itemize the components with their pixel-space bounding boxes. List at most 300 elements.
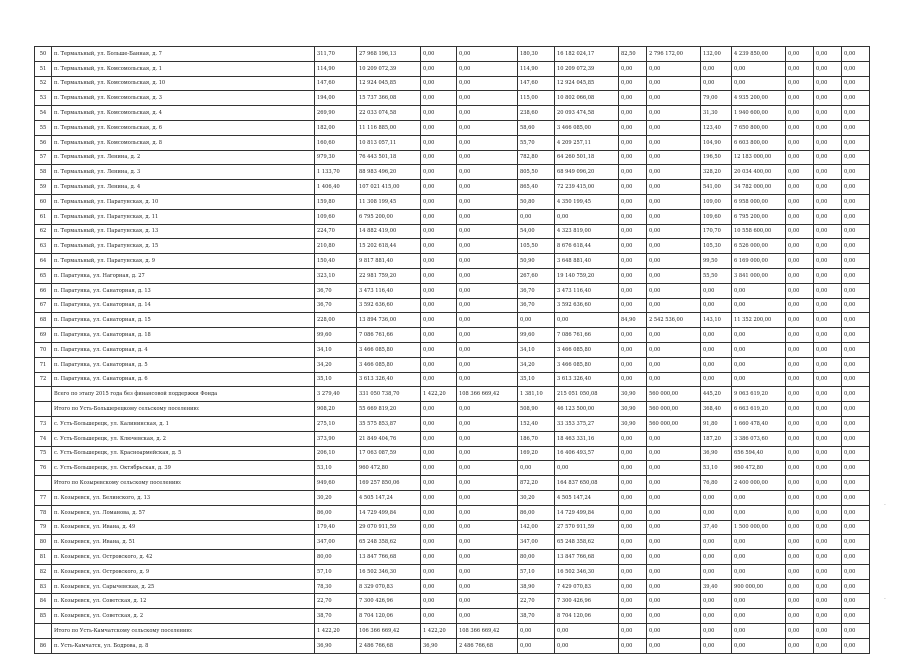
value-cell: 368,40 xyxy=(701,402,732,417)
value-cell: 0,00 xyxy=(457,357,518,372)
value-cell: 15 202 618,44 xyxy=(357,239,421,254)
value-cell: 0,00 xyxy=(457,224,518,239)
table-row xyxy=(35,194,870,209)
value-cell: 109,60 xyxy=(701,209,732,224)
address-cell: п. Термальный, ул. Комсомольская, д. 4 xyxy=(52,106,315,121)
value-cell: 210,80 xyxy=(315,239,357,254)
value-cell: 34,10 xyxy=(315,342,357,357)
table-row xyxy=(35,550,870,565)
value-cell: 0,00 xyxy=(786,505,814,520)
value-cell: 0,00 xyxy=(786,76,814,91)
value-cell: 0,00 xyxy=(421,594,457,609)
table-row xyxy=(35,520,870,535)
value-cell: 78,30 xyxy=(315,579,357,594)
value-cell: 0,00 xyxy=(786,283,814,298)
value-cell: 0,00 xyxy=(421,180,457,195)
value-cell: 1 422,20 xyxy=(421,387,457,402)
value-cell: 0,00 xyxy=(457,579,518,594)
subtotal-label-cell: Всего по этапу 2015 года без финансовой поддержки Фонда xyxy=(52,387,315,402)
value-cell: 275,10 xyxy=(315,416,357,431)
value-cell: 35,10 xyxy=(315,372,357,387)
value-cell: 0,00 xyxy=(619,76,647,91)
value-cell: 0,00 xyxy=(786,47,814,62)
value-cell: 4 209 257,11 xyxy=(555,135,619,150)
value-cell: 0,00 xyxy=(814,268,842,283)
value-cell: 36,70 xyxy=(518,283,555,298)
value-cell: 0,00 xyxy=(647,609,701,624)
value-cell: 0,00 xyxy=(842,416,870,431)
value-cell: 27 968 196,13 xyxy=(357,47,421,62)
value-cell: 0,00 xyxy=(647,106,701,121)
value-cell: 3 592 636,60 xyxy=(357,298,421,313)
value-cell: 10 209 072,39 xyxy=(357,61,421,76)
value-cell: 0,00 xyxy=(421,76,457,91)
value-cell: 0,00 xyxy=(619,165,647,180)
value-cell: 54,00 xyxy=(518,224,555,239)
value-cell: 0,00 xyxy=(786,328,814,343)
value-cell: 0,00 xyxy=(842,328,870,343)
value-cell: 0,00 xyxy=(555,313,619,328)
value-cell: 30,20 xyxy=(315,490,357,505)
value-cell: 0,00 xyxy=(814,120,842,135)
value-cell: 0,00 xyxy=(732,357,786,372)
row-number-cell: 73 xyxy=(35,416,52,431)
value-cell: 0,00 xyxy=(842,564,870,579)
value-cell: 16 406 493,57 xyxy=(555,446,619,461)
value-cell: 0,00 xyxy=(421,106,457,121)
value-cell: 0,00 xyxy=(786,180,814,195)
value-cell: 0,00 xyxy=(421,490,457,505)
value-cell: 0,00 xyxy=(701,328,732,343)
value-cell: 0,00 xyxy=(647,254,701,269)
value-cell: 0,00 xyxy=(842,268,870,283)
value-cell: 0,00 xyxy=(842,298,870,313)
value-cell: 0,00 xyxy=(421,150,457,165)
value-cell: 0,00 xyxy=(786,446,814,461)
value-cell: 3 648 881,40 xyxy=(555,254,619,269)
value-cell: 215 051 050,08 xyxy=(555,387,619,402)
value-cell: 180,30 xyxy=(518,47,555,62)
value-cell: 0,00 xyxy=(842,342,870,357)
value-cell: 0,00 xyxy=(457,239,518,254)
row-number-cell: 66 xyxy=(35,283,52,298)
value-cell: 0,00 xyxy=(647,91,701,106)
row-number-cell: 51 xyxy=(35,61,52,76)
value-cell: 3 466 085,80 xyxy=(357,342,421,357)
value-cell: 782,80 xyxy=(518,150,555,165)
value-cell: 0,00 xyxy=(732,505,786,520)
row-number-cell: 79 xyxy=(35,520,52,535)
table-row xyxy=(35,372,870,387)
value-cell: 0,00 xyxy=(647,194,701,209)
value-cell: 0,00 xyxy=(786,594,814,609)
value-cell: 4 505 147,24 xyxy=(555,490,619,505)
value-cell: 0,00 xyxy=(647,476,701,491)
value-cell: 0,00 xyxy=(457,120,518,135)
value-cell: 38,70 xyxy=(518,609,555,624)
value-cell: 0,00 xyxy=(842,224,870,239)
value-cell: 3 473 116,40 xyxy=(555,283,619,298)
value-cell: 99,50 xyxy=(701,254,732,269)
value-cell: 0,00 xyxy=(842,239,870,254)
value-cell: 0,00 xyxy=(814,239,842,254)
table-row xyxy=(35,446,870,461)
value-cell: 152,40 xyxy=(518,416,555,431)
value-cell: 0,00 xyxy=(518,209,555,224)
value-cell: 0,00 xyxy=(647,372,701,387)
value-cell: 36,90 xyxy=(701,446,732,461)
value-cell: 0,00 xyxy=(732,550,786,565)
value-cell: 0,00 xyxy=(814,387,842,402)
value-cell: 541,00 xyxy=(701,180,732,195)
value-cell: 109,60 xyxy=(315,209,357,224)
value-cell: 187,20 xyxy=(701,431,732,446)
value-cell: 0,00 xyxy=(619,135,647,150)
value-cell: 0,00 xyxy=(457,150,518,165)
value-cell: 0,00 xyxy=(786,609,814,624)
value-cell: 0,00 xyxy=(518,624,555,639)
table-row xyxy=(35,594,870,609)
address-cell: п. Паратунка, ул. Санаторная, д. 15 xyxy=(52,313,315,328)
value-cell: 0,00 xyxy=(701,535,732,550)
value-cell: 560 000,00 xyxy=(647,402,701,417)
value-cell: 0,00 xyxy=(619,328,647,343)
value-cell: 99,60 xyxy=(518,328,555,343)
table-row xyxy=(35,47,870,62)
row-number-cell: 61 xyxy=(35,209,52,224)
value-cell: 347,00 xyxy=(518,535,555,550)
value-cell: 0,00 xyxy=(647,550,701,565)
value-cell: 29 070 911,59 xyxy=(357,520,421,535)
row-number-cell: 71 xyxy=(35,357,52,372)
value-cell: 0,00 xyxy=(421,461,457,476)
value-cell: 0,00 xyxy=(842,283,870,298)
value-cell: 9 063 619,20 xyxy=(732,387,786,402)
value-cell: 13 847 766,68 xyxy=(357,550,421,565)
value-cell: 72 239 415,00 xyxy=(555,180,619,195)
value-cell: 0,00 xyxy=(647,165,701,180)
value-cell: 0,00 xyxy=(732,61,786,76)
value-cell: 0,00 xyxy=(647,594,701,609)
value-cell: 30,20 xyxy=(518,490,555,505)
value-cell: 0,00 xyxy=(814,476,842,491)
value-cell: 0,00 xyxy=(619,579,647,594)
value-cell: 196,50 xyxy=(701,150,732,165)
value-cell: 34,20 xyxy=(518,357,555,372)
value-cell: 36,90 xyxy=(315,638,357,653)
value-cell: 2 486 766,68 xyxy=(457,638,518,653)
row-number-cell: 69 xyxy=(35,328,52,343)
address-cell: п. Козыревск, ул. Белинского, д. 13 xyxy=(52,490,315,505)
value-cell: 65 248 358,62 xyxy=(357,535,421,550)
value-cell: 0,00 xyxy=(421,535,457,550)
value-cell: 64 260 501,18 xyxy=(555,150,619,165)
value-cell: 55 669 819,20 xyxy=(357,402,421,417)
subtotal-label-cell: Итого по Усть-Камчатскому сельскому поселению: xyxy=(52,624,315,639)
value-cell: 0,00 xyxy=(647,268,701,283)
address-cell: п. Термальный, ул. Ленина, д. 2 xyxy=(52,150,315,165)
value-cell: 0,00 xyxy=(814,76,842,91)
value-cell: 0,00 xyxy=(814,328,842,343)
value-cell: 0,00 xyxy=(457,402,518,417)
value-cell: 0,00 xyxy=(701,61,732,76)
value-cell: 3 279,40 xyxy=(315,387,357,402)
value-cell: 0,00 xyxy=(786,194,814,209)
value-cell: 0,00 xyxy=(701,505,732,520)
value-cell: 267,60 xyxy=(518,268,555,283)
value-cell: 0,00 xyxy=(786,520,814,535)
value-cell: 6 169 000,00 xyxy=(732,254,786,269)
value-cell: 123,40 xyxy=(701,120,732,135)
subtotal-row xyxy=(35,402,870,417)
value-cell: 0,00 xyxy=(421,520,457,535)
value-cell: 0,00 xyxy=(421,224,457,239)
value-cell: 86,00 xyxy=(518,505,555,520)
value-cell: 11 116 885,00 xyxy=(357,120,421,135)
value-cell: 18 463 331,16 xyxy=(555,431,619,446)
value-cell: 65 248 358,62 xyxy=(555,535,619,550)
value-cell: 142,00 xyxy=(518,520,555,535)
value-cell: 114,90 xyxy=(315,61,357,76)
value-cell: 0,00 xyxy=(619,254,647,269)
table-body xyxy=(35,47,870,654)
row-number-cell xyxy=(35,387,52,402)
value-cell: 30,90 xyxy=(619,402,647,417)
value-cell: 0,00 xyxy=(732,638,786,653)
value-cell: 30,90 xyxy=(619,416,647,431)
value-cell: 0,00 xyxy=(732,594,786,609)
value-cell: 0,00 xyxy=(842,461,870,476)
value-cell: 0,00 xyxy=(786,135,814,150)
value-cell: 0,00 xyxy=(647,180,701,195)
value-cell: 0,00 xyxy=(786,387,814,402)
value-cell: 0,00 xyxy=(647,624,701,639)
value-cell: 1 422,20 xyxy=(421,624,457,639)
value-cell: 13 847 766,68 xyxy=(555,550,619,565)
value-cell: 0,00 xyxy=(786,461,814,476)
row-number-cell: 50 xyxy=(35,47,52,62)
value-cell: 0,00 xyxy=(647,535,701,550)
value-cell: 0,00 xyxy=(457,165,518,180)
value-cell: 9 817 881,40 xyxy=(357,254,421,269)
row-number-cell: 65 xyxy=(35,268,52,283)
value-cell: 0,00 xyxy=(619,609,647,624)
value-cell: 8 704 120,06 xyxy=(555,609,619,624)
value-cell: 0,00 xyxy=(421,268,457,283)
value-cell: 0,00 xyxy=(814,224,842,239)
value-cell: 0,00 xyxy=(814,357,842,372)
value-cell: 0,00 xyxy=(647,283,701,298)
value-cell: 0,00 xyxy=(786,254,814,269)
value-cell: 8 329 070,83 xyxy=(357,579,421,594)
value-cell: 0,00 xyxy=(786,550,814,565)
value-cell: 0,00 xyxy=(786,120,814,135)
scan-speck: · xyxy=(884,502,886,509)
value-cell: 115,00 xyxy=(518,91,555,106)
value-cell: 0,00 xyxy=(457,609,518,624)
value-cell: 0,00 xyxy=(619,268,647,283)
address-cell: п. Термальный, ул. Комсомольская, д. 1 xyxy=(52,61,315,76)
row-number-cell: 81 xyxy=(35,550,52,565)
value-cell: 1 500 000,00 xyxy=(732,520,786,535)
value-cell: 22 981 759,20 xyxy=(357,268,421,283)
value-cell: 38,70 xyxy=(315,609,357,624)
value-cell: 12 924 045,85 xyxy=(357,76,421,91)
value-cell: 311,70 xyxy=(315,47,357,62)
row-number-cell: 59 xyxy=(35,180,52,195)
value-cell: 0,00 xyxy=(619,283,647,298)
value-cell: 0,00 xyxy=(814,372,842,387)
value-cell: 3 613 326,40 xyxy=(555,372,619,387)
address-cell: п. Паратунка, ул. Санаторная, д. 5 xyxy=(52,357,315,372)
value-cell: 0,00 xyxy=(619,550,647,565)
value-cell: 0,00 xyxy=(555,624,619,639)
value-cell: 3 613 326,40 xyxy=(357,372,421,387)
value-cell: 7 086 761,66 xyxy=(357,328,421,343)
value-cell: 0,00 xyxy=(619,594,647,609)
value-cell: 34 782 000,00 xyxy=(732,180,786,195)
value-cell: 0,00 xyxy=(421,579,457,594)
address-cell: п. Паратунка, ул. Санаторная, д. 18 xyxy=(52,328,315,343)
address-cell: п. Термальный, ул. Больше-Банная, д. 7 xyxy=(52,47,315,62)
value-cell: 0,00 xyxy=(842,431,870,446)
value-cell: 0,00 xyxy=(814,47,842,62)
value-cell: 0,00 xyxy=(457,431,518,446)
value-cell: 0,00 xyxy=(814,431,842,446)
value-cell: 0,00 xyxy=(842,91,870,106)
row-number-cell: 63 xyxy=(35,239,52,254)
value-cell: 0,00 xyxy=(457,446,518,461)
row-number-cell xyxy=(35,402,52,417)
value-cell: 0,00 xyxy=(619,180,647,195)
table-row xyxy=(35,638,870,653)
address-cell: п. Термальный, ул. Комсомольская, д. 3 xyxy=(52,91,315,106)
value-cell: 0,00 xyxy=(421,135,457,150)
value-cell: 58,60 xyxy=(518,120,555,135)
value-cell: 0,00 xyxy=(842,357,870,372)
value-cell: 0,00 xyxy=(814,298,842,313)
value-cell: 68 949 096,20 xyxy=(555,165,619,180)
value-cell: 108 366 669,42 xyxy=(457,387,518,402)
value-cell: 1 660 478,40 xyxy=(732,416,786,431)
value-cell: 0,00 xyxy=(619,357,647,372)
value-cell: 0,00 xyxy=(842,535,870,550)
value-cell: 0,00 xyxy=(814,150,842,165)
value-cell: 0,00 xyxy=(555,461,619,476)
value-cell: 0,00 xyxy=(421,550,457,565)
value-cell: 0,00 xyxy=(619,505,647,520)
table-row xyxy=(35,461,870,476)
value-cell: 0,00 xyxy=(647,224,701,239)
value-cell: 6 663 619,20 xyxy=(732,402,786,417)
value-cell: 0,00 xyxy=(842,520,870,535)
value-cell: 0,00 xyxy=(647,209,701,224)
value-cell: 164 837 650,08 xyxy=(555,476,619,491)
value-cell: 170,70 xyxy=(701,224,732,239)
value-cell: 37,40 xyxy=(701,520,732,535)
value-cell: 0,00 xyxy=(647,120,701,135)
table-row xyxy=(35,328,870,343)
value-cell: 0,00 xyxy=(786,372,814,387)
value-cell: 16 502 346,30 xyxy=(555,564,619,579)
value-cell: 86,00 xyxy=(315,505,357,520)
value-cell: 0,00 xyxy=(842,106,870,121)
address-cell: п. Термальный, ул. Комсомольская, д. 8 xyxy=(52,135,315,150)
value-cell: 0,00 xyxy=(814,209,842,224)
row-number-cell: 53 xyxy=(35,91,52,106)
value-cell: 79,00 xyxy=(701,91,732,106)
value-cell: 0,00 xyxy=(786,224,814,239)
table-row xyxy=(35,357,870,372)
value-cell: 900 000,00 xyxy=(732,579,786,594)
value-cell: 0,00 xyxy=(814,283,842,298)
value-cell: 0,00 xyxy=(457,550,518,565)
value-cell: 0,00 xyxy=(619,476,647,491)
table-row xyxy=(35,298,870,313)
address-cell: п. Термальный, ул. Паратунская, д. 9 xyxy=(52,254,315,269)
value-cell: 0,00 xyxy=(786,239,814,254)
value-cell: 0,00 xyxy=(814,165,842,180)
value-cell: 22,70 xyxy=(315,594,357,609)
value-cell: 57,10 xyxy=(315,564,357,579)
address-cell: п. Козыревск, ул. Ивана, д. 49 xyxy=(52,520,315,535)
value-cell: 0,00 xyxy=(619,342,647,357)
value-cell: 0,00 xyxy=(701,342,732,357)
value-cell: 0,00 xyxy=(457,342,518,357)
value-cell: 0,00 xyxy=(421,372,457,387)
value-cell: 53,10 xyxy=(701,461,732,476)
value-cell: 0,00 xyxy=(842,76,870,91)
value-cell: 194,00 xyxy=(315,91,357,106)
row-number-cell: 70 xyxy=(35,342,52,357)
value-cell: 0,00 xyxy=(814,135,842,150)
value-cell: 6 795 200,00 xyxy=(357,209,421,224)
table-row xyxy=(35,180,870,195)
value-cell: 14 882 419,00 xyxy=(357,224,421,239)
value-cell: 0,00 xyxy=(842,624,870,639)
value-cell: 0,00 xyxy=(842,135,870,150)
value-cell: 0,00 xyxy=(786,313,814,328)
address-cell: п. Козыревск, ул. Островского, д. 42 xyxy=(52,550,315,565)
value-cell: 7 086 761,66 xyxy=(555,328,619,343)
value-cell: 0,00 xyxy=(814,505,842,520)
value-cell: 0,00 xyxy=(619,446,647,461)
value-cell: 22,70 xyxy=(518,594,555,609)
value-cell: 4 323 819,00 xyxy=(555,224,619,239)
table-row xyxy=(35,91,870,106)
value-cell: 0,00 xyxy=(619,239,647,254)
address-cell: с. Усть-Большерецк, ул. Ключевская, д. 2 xyxy=(52,431,315,446)
table-row xyxy=(35,150,870,165)
value-cell: 0,00 xyxy=(421,357,457,372)
value-cell: 0,00 xyxy=(619,91,647,106)
value-cell: 0,00 xyxy=(786,268,814,283)
value-cell: 4 239 850,00 xyxy=(732,47,786,62)
value-cell: 0,00 xyxy=(647,505,701,520)
value-cell: 0,00 xyxy=(786,579,814,594)
value-cell: 0,00 xyxy=(814,180,842,195)
value-cell: 50,90 xyxy=(518,254,555,269)
value-cell: 91,80 xyxy=(701,416,732,431)
value-cell: 36,70 xyxy=(315,298,357,313)
table-row xyxy=(35,120,870,135)
table-row xyxy=(35,209,870,224)
value-cell: 0,00 xyxy=(786,624,814,639)
value-cell: 34,10 xyxy=(518,342,555,357)
row-number-cell: 62 xyxy=(35,224,52,239)
value-cell: 3 466 085,80 xyxy=(555,357,619,372)
table-row xyxy=(35,342,870,357)
